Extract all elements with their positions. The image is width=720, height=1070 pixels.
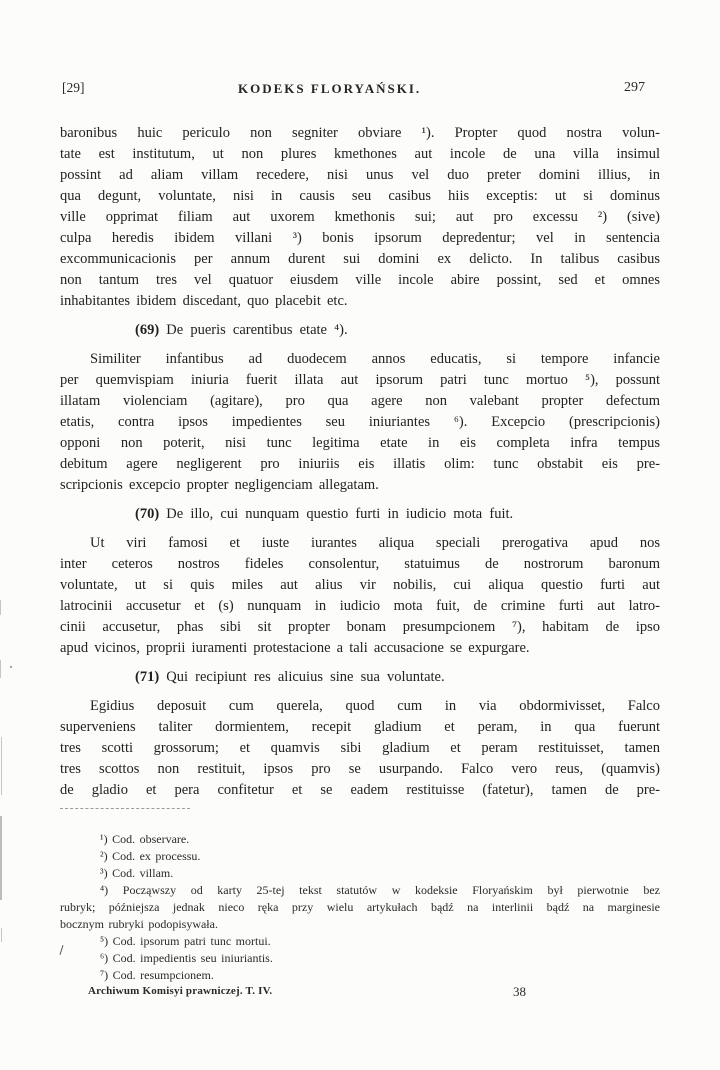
text-line: baronibus huic periculo non segniter obviare ¹). Propter quod nostra volun- (60, 125, 660, 141)
text-line: possint ad aliam villam recedere, nisi unus vel duo preter domini illius, in (60, 167, 660, 183)
text-line: superveniens taliter dormientem, recepit gladium et peram, in qua fuerunt (60, 719, 660, 735)
text-line: scripcionis excepcio propter negligenciam allegatam. (60, 477, 379, 493)
page-footer (60, 984, 660, 1000)
signature-number: 38 (513, 984, 526, 999)
section-title: De pueris carentibus etate ⁴). (159, 322, 348, 338)
text-line: ville opprimat filiam aut uxorem kmethonis sui; aut pro excessu ²) (sive) (60, 209, 660, 225)
text-line: apud vicinos, proprii iuramenti protestacione a tali accusacione se expurgare. (60, 640, 530, 656)
text-line: etatis, contra ipsos impedientes seu iniuriantes ⁶). Excepcio (prescripcionis) (60, 414, 660, 430)
scan-artifact (0, 660, 1, 678)
text-line: inter ceteros nostros fideles consolentur, statuimus de nostrorum baronum (60, 556, 660, 572)
section-heading (135, 504, 660, 525)
text-line: de gladio et pera confitetur et se eadem restituisse (fatetur), tamen de pre- (60, 782, 660, 798)
folio-number: [29] (62, 80, 85, 95)
text-line: opponi non poterit, nisi tunc legitima etate in eis completa infra tempus (60, 435, 660, 451)
page-number: 297 (624, 80, 645, 95)
scan-artifact (1, 928, 2, 942)
scan-artifact (0, 600, 1, 615)
running-title: KODEKS FLORYAŃSKI. (238, 81, 422, 96)
text-line: latrocinii accusetur et (s) nunquam in iudicio mota fuit, de crimine furti aut latro- (60, 598, 660, 614)
main-text (60, 123, 660, 801)
footnote-line: ¹) Cod. observare. (100, 832, 190, 846)
footnote-line: ⁴) Począwszy od karty 25-tej tekst statutów w kodeksie Floryańskim był pierwotnie bez (100, 883, 660, 897)
text-line: debitum agere negligerent pro iniuriis eis illatis olim: tunc obstabit eis pre- (60, 456, 660, 472)
footnotes (60, 831, 660, 984)
text-line: excommunicacionis per annum durent sui domini ex delicto. In talibus casibus (60, 251, 660, 267)
text-line: Egidius deposuit cum querela, quod cum in via obdormivisset, Falco (90, 698, 660, 714)
text-line: culpa heredis ibidem villani ³) bonis ipsorum depredentur; vel in sentencia (60, 230, 660, 246)
text-line: illatam violenciam (agitare), pro qua agere non valebant propter defectum (60, 393, 660, 409)
text-line: cinii accusetur, phas sibi sit propter bonam presumpcionem ⁷), habitam de ipso (60, 619, 660, 635)
footnote-separator (60, 808, 190, 809)
section-title: De illo, cui nunquam questio furti in iudicio mota fuit. (159, 506, 514, 522)
footnote-line: ³) Cod. villam. (100, 866, 174, 880)
section-number: (70) (135, 506, 160, 522)
footnote-line: rubryk; późniejsza jednak nieco ręka przy wielu artykułach bądź na interlinii bądź na marginesie (60, 900, 660, 914)
text-line: voluntate, ut si quis miles aut alius vir nobilis, cui aliqua questio furti aut (60, 577, 660, 593)
section-heading (135, 667, 660, 688)
section-title: Qui recipiunt res alicuius sine sua voluntate. (159, 669, 445, 685)
text-line: per quemvispiam iniuria fuerit illata aut ipsorum patri tunc mortuo ⁵), possunt (60, 372, 660, 388)
text-line: tres scottos non restituit, ipsos pro se usurpando. Falco vero reus, (quamvis) (60, 761, 660, 777)
text-line: inhabitantes ibidem discedant, quo placebit etc. (60, 293, 348, 309)
series-title: Archiwum Komisyi prawniczej. T. IV. (88, 985, 273, 997)
text-line: Similiter infantibus ad duodecem annos educatis, si tempore infancie (90, 351, 660, 367)
scan-artifact (10, 666, 12, 668)
text-line: Ut viri famosi et iuste iurantes aliqua speciali prerogativa apud nos (90, 535, 660, 551)
section-heading (135, 320, 660, 341)
footnote-line: bocznym rubryki podopisywała. (60, 917, 218, 931)
footnote-line: ⁶) Cod. impedientis seu iniuriantis. (100, 951, 273, 965)
section-number: (71) (135, 669, 160, 685)
footnote-line: ⁵) Cod. ipsorum patri tunc mortui. (100, 934, 271, 948)
scan-artifact (1, 737, 2, 795)
text-line: tres scotti grossorum; et quamvis sibi gladium et peram restituisset, tamen (60, 740, 660, 756)
text-line: non tantum tres vel quatuor eiusdem ville incole abire possint, sed et omnes (60, 272, 660, 288)
text-line: tate est institutum, ut non plures kmethones aut incole de una villa insimul (60, 146, 660, 162)
scan-artifact (0, 816, 2, 900)
section-number: (69) (135, 322, 160, 338)
footnote-line: ⁷) Cod. resumpcionem. (100, 968, 214, 982)
footnote-line: ²) Cod. ex processu. (100, 849, 201, 863)
page-header (60, 80, 660, 96)
text-line: qua degunt, voluntate, nisi in causis seu casibus hiis exceptis: ut si dominus (60, 188, 660, 204)
